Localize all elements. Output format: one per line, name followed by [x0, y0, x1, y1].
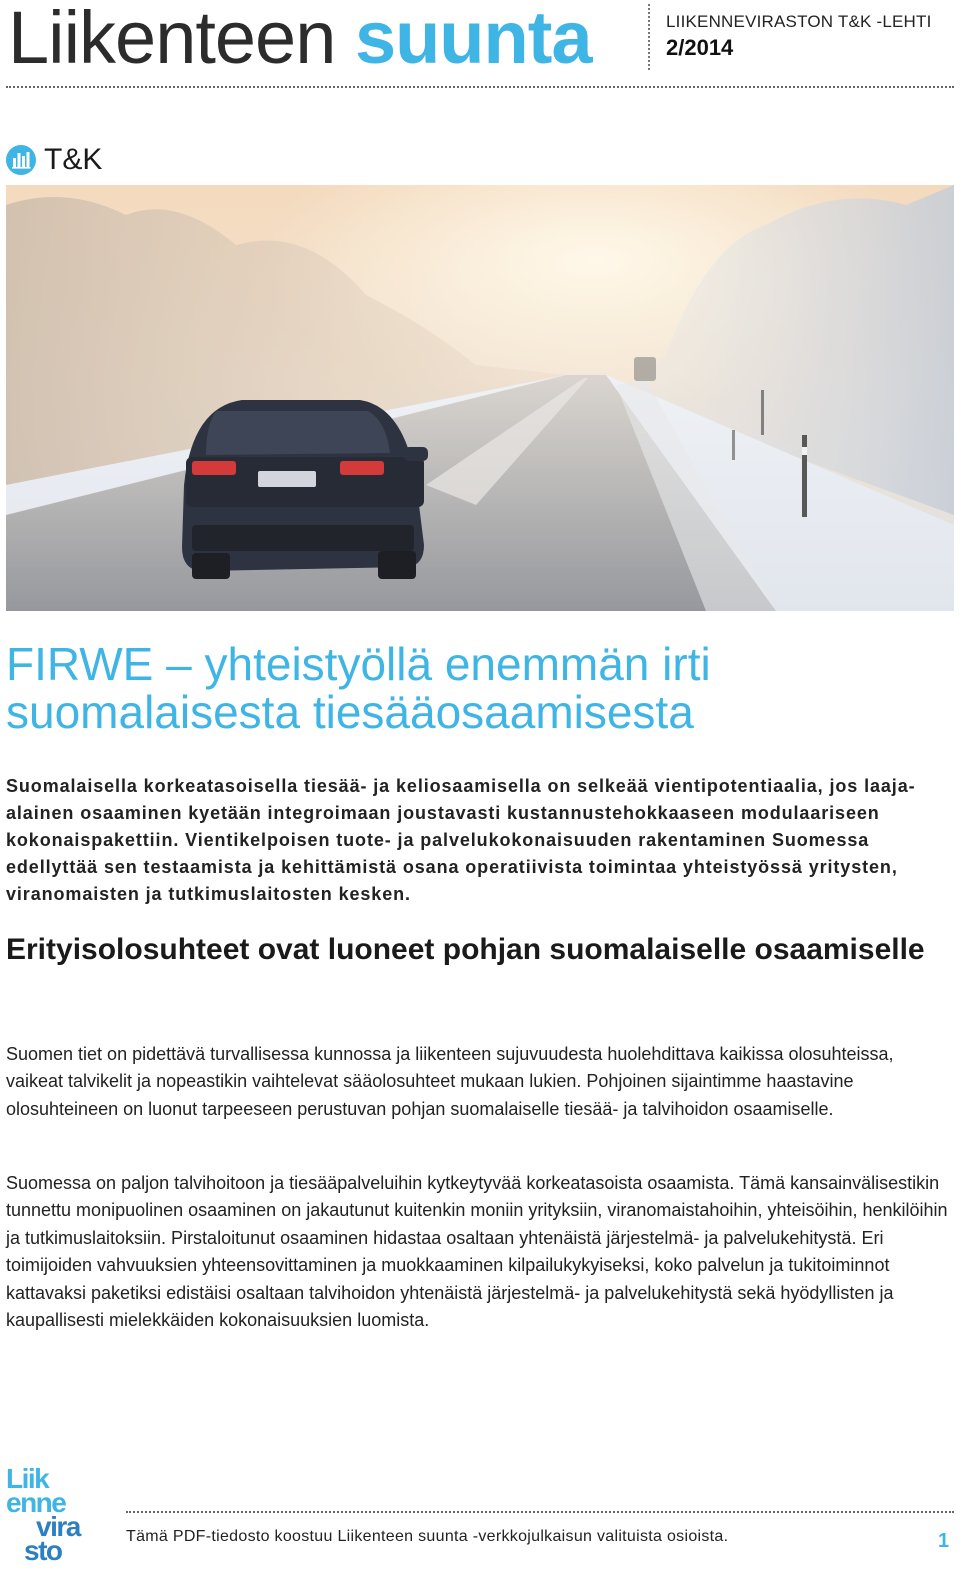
body-paragraph-1: Suomen tiet on pidettävä turvallisessa kunnossa ja liikenteen sujuvuudesta huolehdittava kaikissa olosuhteissa, vaikeat talvikelit ja nopeastikin vaihtelevat sääolosuhteet mukaan lukien. Pohjoinen sijaintimme haastavine olosuhteineen on luonut tarpeeseen perustuvan pohjan suomalaiselle tiesää- ja talvihoidon osaamiselle. [6, 1044, 894, 1119]
winter-road-photo [6, 185, 954, 611]
liikennevirasto-logo [6, 1464, 96, 1564]
logo-line-3: vira [36, 1511, 80, 1542]
masthead-divider [648, 4, 650, 70]
brand-word-2: suunta [354, 0, 592, 79]
publication-name: LIIKENNEVIRASTON T&K -LEHTI [666, 12, 932, 31]
logo-line-4: sto [24, 1535, 62, 1564]
article-lead: Suomalaisella korkeatasoisella tiesää- ja keliosaamisella on selkeää vientipotentiaalia, jos laaja-alainen osaaminen kyetään integroimaan joustavasti kustannustehokkaaseen modulaariseen kokonaispakettiin. Vientikelpoisen tuote- ja palvelukokonaisuuden rakentaminen Suomessa edellyttää sen testaamista ja kehittämistä osana operatiivista toimintaa yhteistyössä yritysten, viranomaisten ja tutkimuslaitosten kesken. [6, 776, 916, 904]
logo-line-2: enne [6, 1487, 66, 1518]
masthead [0, 0, 960, 90]
article-subheading: Erityisolosuhteet ovat luoneet pohjan suomalaiselle osaamiselle [6, 933, 925, 966]
top-dotted-rule [6, 86, 954, 88]
page-number: 1 [938, 1530, 950, 1552]
brand-word-1: Liikenteen [8, 0, 336, 79]
bar-chart-icon [6, 145, 36, 175]
bottom-dotted-rule [126, 1511, 954, 1513]
body-paragraph-2: Suomessa on paljon talvihoitoon ja tiesääpalveluihin kytkeytyvää korkeatasoista osaamista. Tämä kansainvälisestikin tunnettu monipuolinen osaaminen on jakautunut kuitenkin moniin yrityksiin, viranomaistahoihin, yhteisöihin, henkilöihin ja tutkimuslaitoksiin. Pirstaloitunut osaaminen hidastaa osaltaan yhtenäistä järjestelmä- ja palvelukehitystä. Eri toimijoiden vahvuuksien yhteensovittaminen ja muokkaaminen kilpailukykyiseksi, koko palvelun ja tukitoiminnot kattavaksi paketiksi edistäisi osaltaan talvihoidon yhtenäistä järjestelmä- ja palvelukehitystä sekä hyödyllisten ja kaupallisesti mielekkäiden kokonaisuuksien luomista. [6, 1173, 948, 1331]
section-header [6, 143, 102, 177]
logo-line-1: Liik [6, 1464, 49, 1494]
brand-logo [8, 0, 592, 80]
footer-text: Tämä PDF-tiedosto koostuu Liikenteen suunta -verkkojulkaisun valituista osioista. [126, 1528, 729, 1545]
section-label: T&K [44, 143, 103, 176]
issue-number: 2/2014 [666, 35, 734, 60]
article-title: FIRWE – yhteistyöllä enemmän irti suomalaisesta tiesääosaamisesta [6, 638, 711, 738]
